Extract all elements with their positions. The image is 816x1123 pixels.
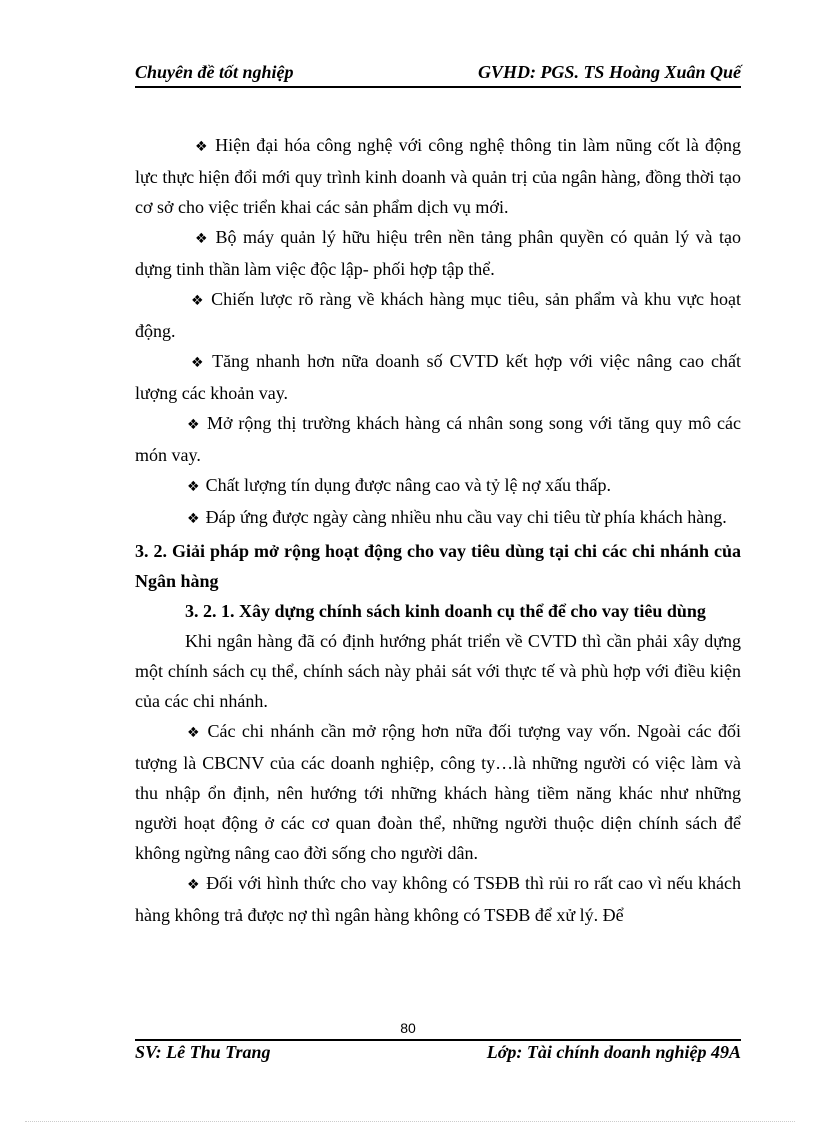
bullet-paragraph: ❖ Bộ máy quản lý hữu hiệu trên nền tảng phân quyền có quản lý và tạo dựng tinh thần làm việc độc lập- phối hợp tập thể. [135,227,741,279]
section-heading: 3. 2. Giải pháp mở rộng hoạt động cho vay tiêu dùng tại chi các chi nhánh của Ngân hàng [135,541,741,591]
diamond-bullet-icon: ❖ [187,511,200,527]
page-footer [135,1042,741,1068]
bullet-paragraph: ❖ Chiến lược rõ ràng về khách hàng mục tiêu, sản phẩm và khu vực hoạt động. [135,289,741,341]
page-body [135,130,741,930]
diamond-bullet-icon: ❖ [187,725,202,741]
diamond-bullet-icon: ❖ [191,293,206,309]
header-advisor: GVHD: PGS. TS Hoàng Xuân Quế [477,62,741,82]
bullet-paragraph: ❖ Tăng nhanh hơn nữa doanh số CVTD kết hợp với việc nâng cao chất lượng các khoản vay. [135,351,741,403]
bullet-paragraph: ❖ Đáp ứng được ngày càng nhiều nhu cầu vay chi tiêu từ phía khách hàng. [187,507,727,527]
body-paragraph: Khi ngân hàng đã có định hướng phát triển về CVTD thì cần phải xây dựng một chính sách cụ thể, chính sách này phải sát với thực tế và phù hợp với điều kiện của các chi nhánh. [135,631,741,711]
diamond-bullet-icon: ❖ [187,479,200,495]
diamond-bullet-icon: ❖ [187,877,201,893]
bullet-paragraph: ❖ Đối với hình thức cho vay không có TSĐB thì rủi ro rất cao vì nếu khách hàng không trả được nợ thì ngân hàng không có TSĐB để xử lý. Để [135,873,741,925]
page-header [135,60,741,88]
subsection-heading: 3. 2. 1. Xây dựng chính sách kinh doanh cụ thể để cho vay tiêu dùng [185,601,706,621]
page-number: 80 [400,1020,416,1036]
bullet-paragraph: ❖ Mở rộng thị trường khách hàng cá nhân song song với tăng quy mô các món vay. [135,413,741,465]
diamond-bullet-icon: ❖ [187,417,201,433]
diamond-bullet-icon: ❖ [191,355,207,371]
page-edge-divider [25,1121,795,1122]
bullet-paragraph: ❖ Các chi nhánh cần mở rộng hơn nữa đối tượng vay vốn. Ngoài các đối tượng là CBCNV của các doanh nghiệp, công ty…là những người có việc làm và thu nhập ổn định, nên hướng tới những khách hàng tiềm năng khác như những người hoạt động ở các cơ quan đoàn thể, những người thuộc diện chính sách để không ngừng nâng cao đời sống cho người dân. [135,721,741,863]
header-document-type: Chuyên đề tốt nghiệp [135,62,294,82]
bullet-paragraph: ❖ Hiện đại hóa công nghệ với công nghệ thông tin làm nũng cốt là động lực thực hiện đổi mới quy trình kinh doanh và quản trị của ngân hàng, đồng thời tạo cơ sở cho việc triển khai các sản phẩm dịch vụ mới. [135,135,741,217]
bullet-paragraph: ❖ Chất lượng tín dụng được nâng cao và tỷ lệ nợ xấu thấp. [187,475,612,495]
diamond-bullet-icon: ❖ [195,231,210,247]
footer-class: Lớp: Tài chính doanh nghiệp 49A [486,1042,741,1062]
diamond-bullet-icon: ❖ [195,139,210,155]
footer-student: SV: Lê Thu Trang [135,1042,271,1062]
footer-divider [135,1039,741,1041]
